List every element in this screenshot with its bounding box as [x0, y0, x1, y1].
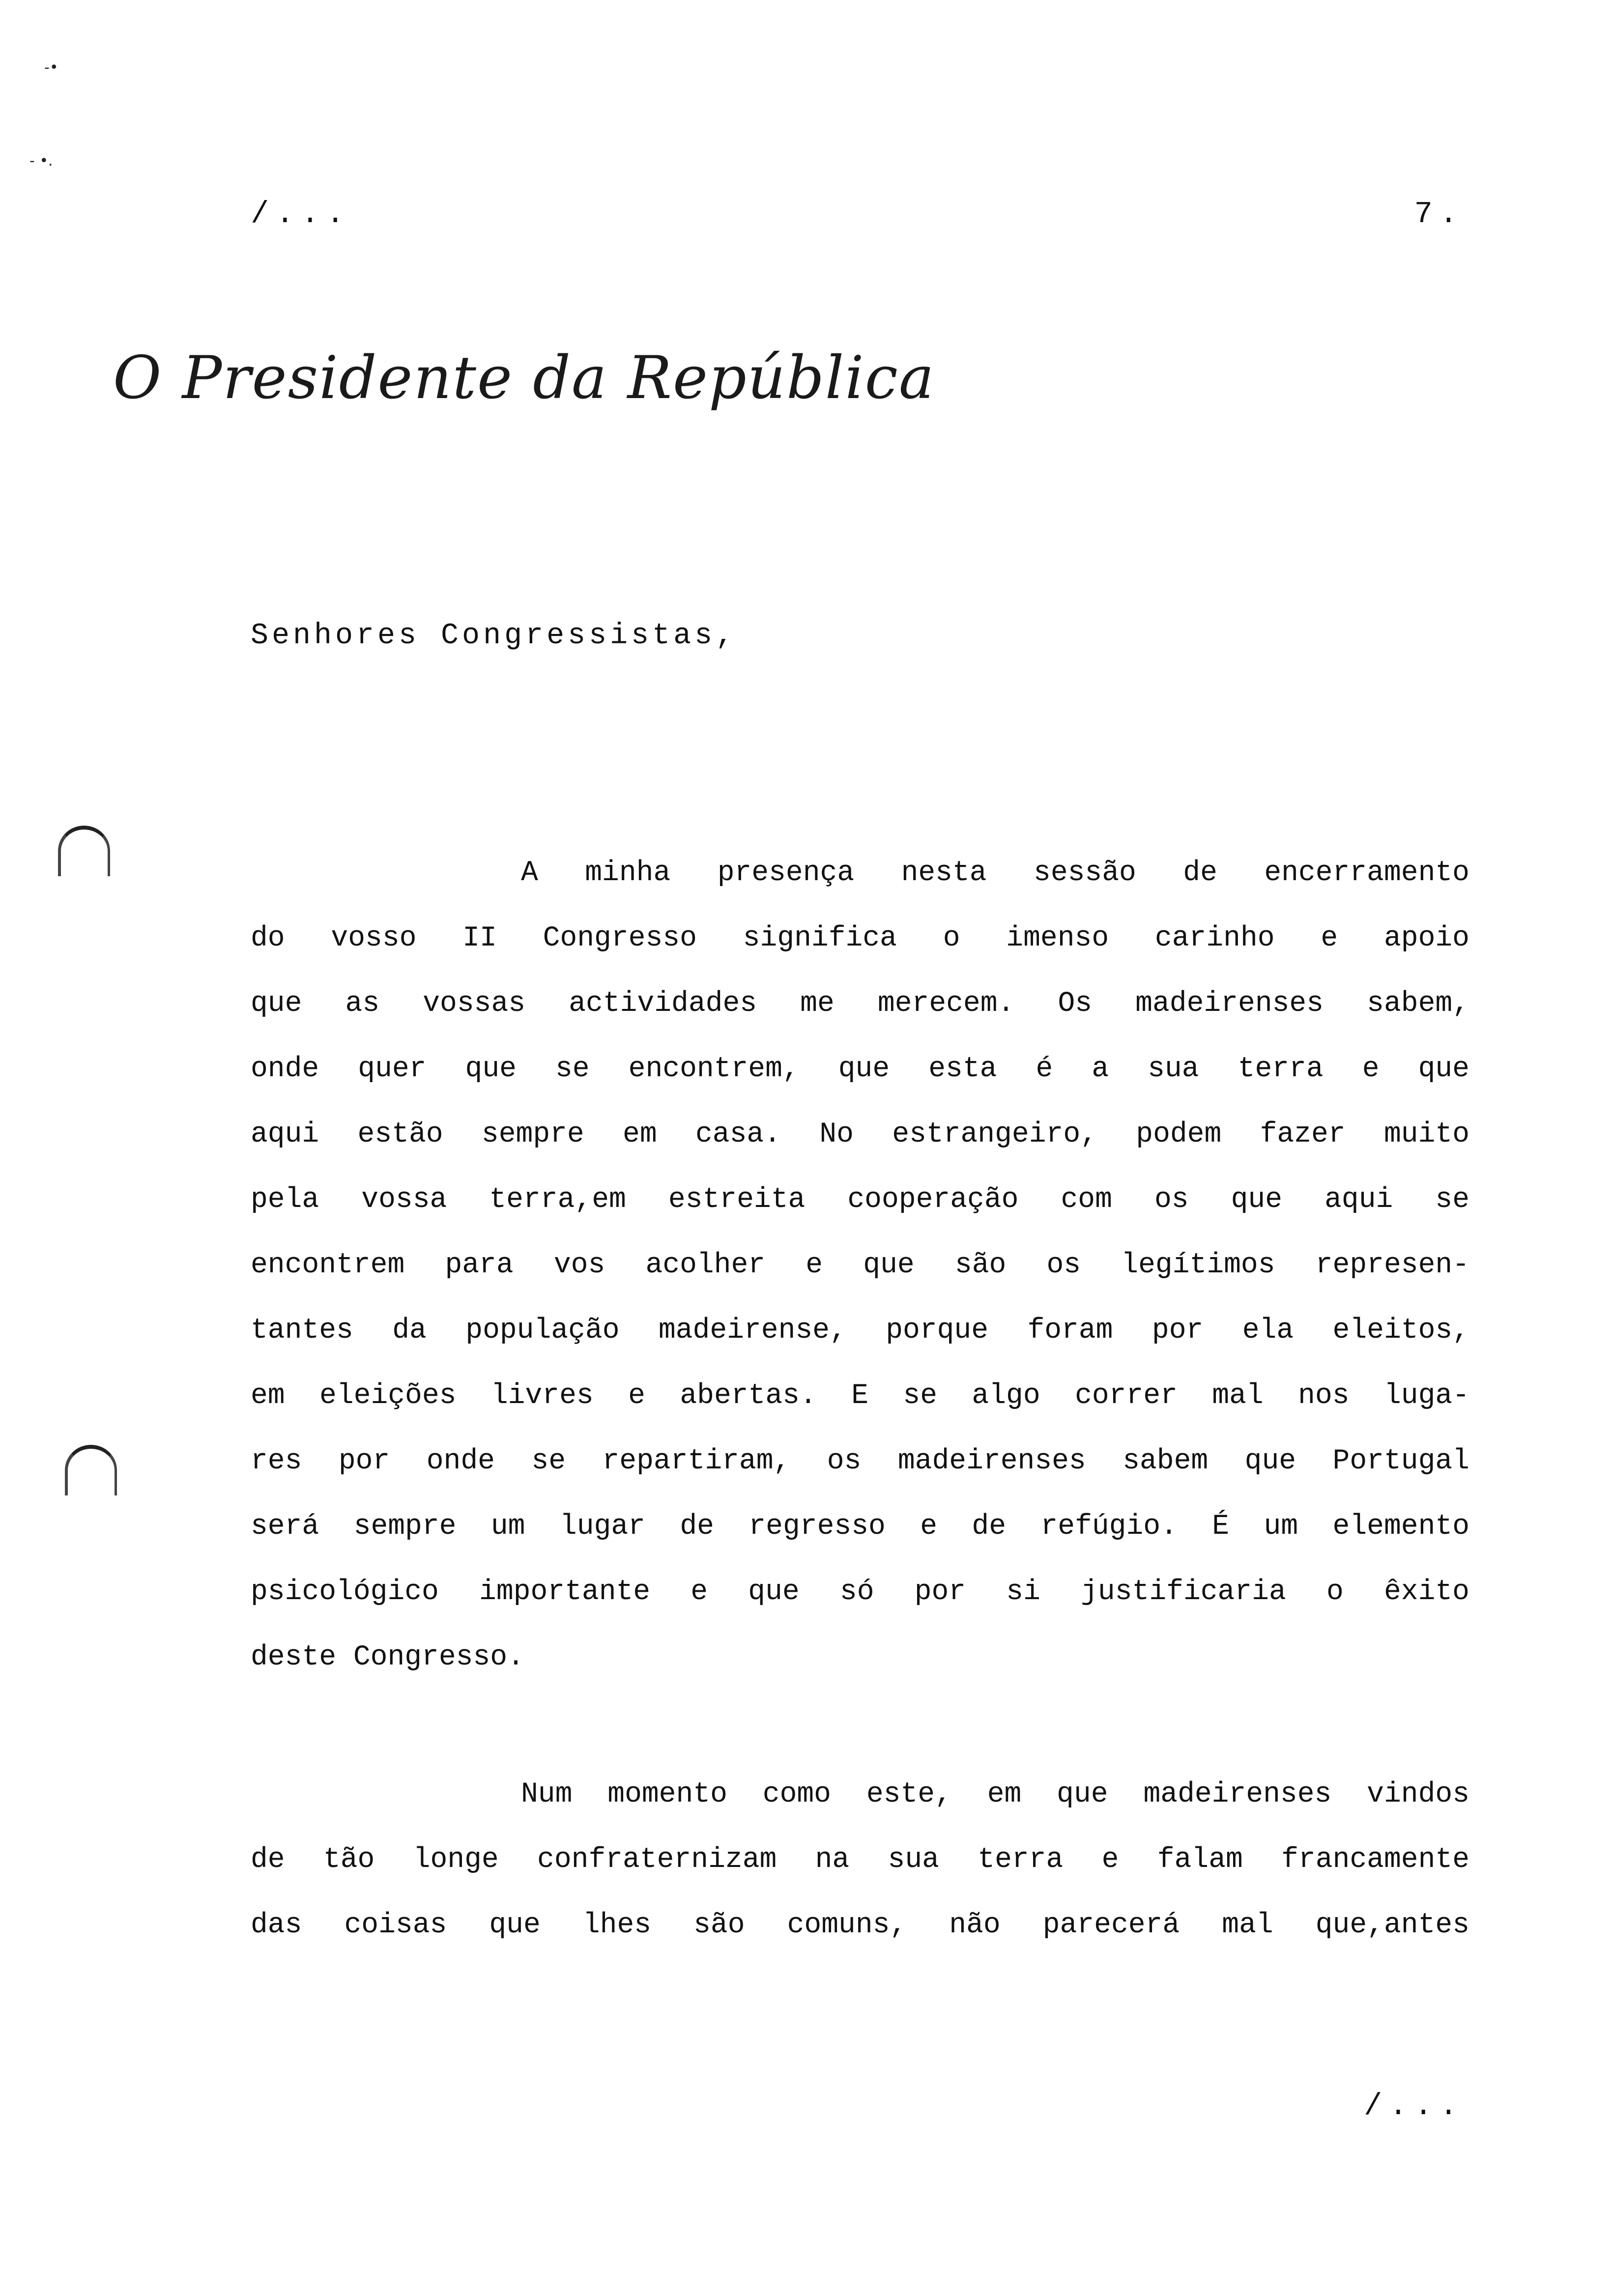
salutation: Senhores Congressistas,	[251, 619, 737, 653]
text-line: em eleições livres e abertas. E se algo correr mal nos luga-	[251, 1380, 1469, 1412]
text-line: tantes da população madeirense, porque foram por ela eleitos,	[251, 1315, 1469, 1347]
punch-hole-mark	[58, 826, 110, 876]
text-line: onde quer que se encontrem, que esta é a sua terra e que	[251, 1053, 1469, 1085]
text-line: psicológico importante e que só por si justificaria o êxito	[251, 1576, 1469, 1608]
continuation-mark-top: /...	[251, 197, 351, 231]
letterhead-title: O Presidente da República	[113, 344, 935, 412]
punch-hole-mark	[65, 1445, 117, 1495]
text-line: será sempre um lugar de regresso e de refúgio. É um elemento	[251, 1511, 1469, 1543]
text-line: aqui estão sempre em casa. No estrangeiro, podem fazer muito	[251, 1119, 1469, 1150]
text-line: pela vossa terra,em estreita cooperação com os que aqui se	[251, 1184, 1469, 1216]
text-line: deste Congresso.	[251, 1641, 524, 1673]
paragraph-1	[251, 840, 1469, 1690]
text-line: que as vossas actividades me merecem. Os madeirenses sabem,	[251, 988, 1469, 1020]
text-line: de tão longe confraternizam na sua terra e falam francamente	[251, 1844, 1469, 1876]
continuation-mark-bottom: /...	[1364, 2089, 1465, 2124]
text-line: A minha presença nesta sessão de encerramento	[521, 857, 1469, 889]
page-number: 7.	[1414, 197, 1465, 231]
text-line: do vosso II Congresso significa o imenso carinho e apoio	[251, 922, 1469, 954]
paragraph-2	[251, 1762, 1469, 1958]
scan-speck: -•	[44, 59, 58, 76]
text-line: res por onde se repartiram, os madeirenses sabem que Portugal	[251, 1445, 1469, 1477]
text-line: das coisas que lhes são comuns, não parecerá mal que,antes	[251, 1909, 1469, 1941]
scan-speck: - •.	[29, 152, 53, 170]
text-line: Num momento como este, em que madeirenses vindos	[521, 1779, 1469, 1810]
text-line: encontrem para vos acolher e que são os legítimos represen-	[251, 1249, 1469, 1281]
